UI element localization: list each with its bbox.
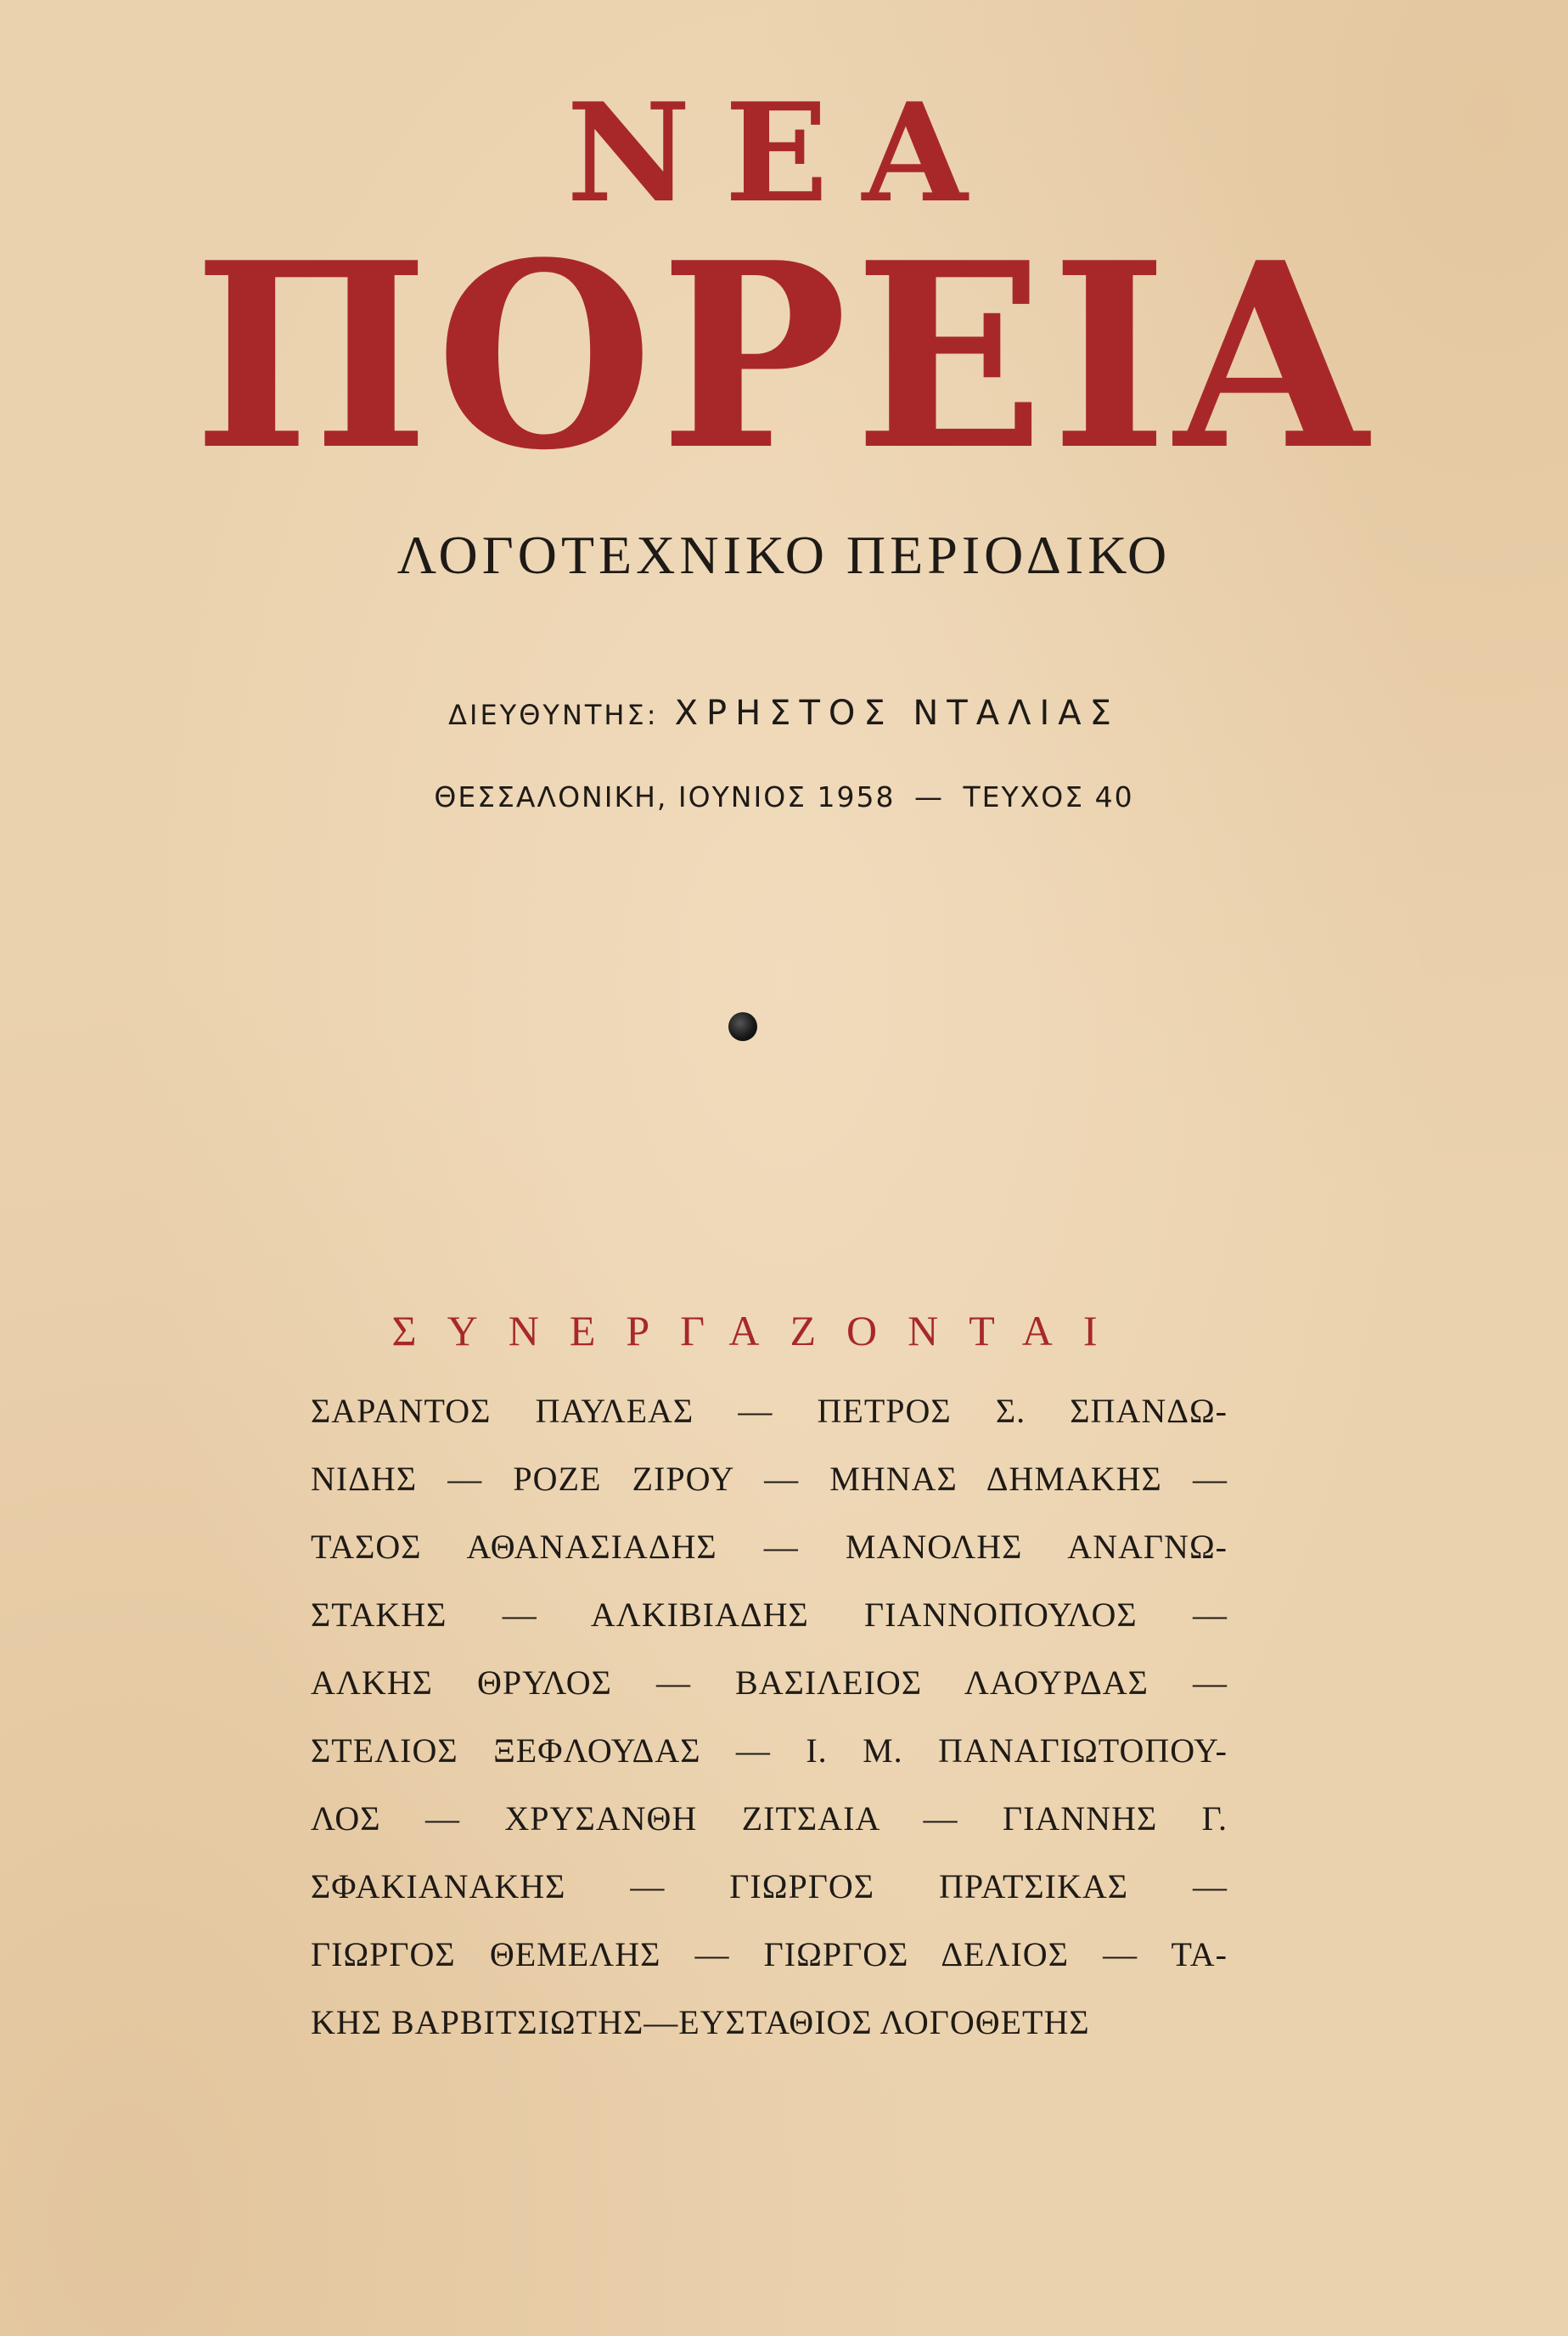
magazine-subtitle: ΛΟΓΟΤΕΧΝΙΚΟ ΠΕΡΙΟΔΙΚΟ	[396, 525, 1172, 585]
director-name: ΧΡΗΣΤΟΣ ΝΤΑΛΙΑΣ	[674, 694, 1120, 733]
contributors-line: ΚΗΣ ΒΑΡΒΙΤΣΙΩΤΗΣ—ΕΥΣΤΑΘΙΟΣ ΛΟΓΟΘΕΤΗΣ	[311, 2003, 1090, 2041]
contributors-line: ΣΤΑΚΗΣ — ΑΛΚΙΒΙΑΔΗΣ ΓΙΑΝΝΟΠΟΥΛΟΣ —	[311, 1596, 1228, 1634]
director-label: ΔΙΕΥΘΥΝΤΗΣ:	[448, 699, 659, 731]
issue-number: ΤΕΥΧΟΣ 40	[963, 780, 1134, 813]
contributors-line: ΑΛΚΗΣ ΘΡΥΛΟΣ — ΒΑΣΙΛΕΙΟΣ ΛΑΟΥΡΔΑΣ —	[311, 1663, 1228, 1702]
contributors-line: ΛΟΣ — ΧΡΥΣΑΝΘΗ ΖΙΤΣΑΙΑ — ΓΙΑΝΝΗΣ Γ.	[311, 1799, 1228, 1838]
issue-line	[0, 780, 1568, 813]
contributors-line: ΤΑΣΟΣ ΑΘΑΝΑΣΙΑΔΗΣ — ΜΑΝΟΛΗΣ ΑΝΑΓΝΩ-	[311, 1528, 1228, 1566]
contributors-list	[311, 1377, 1228, 2057]
masthead-title-line1: ΝΕΑ	[566, 73, 1002, 233]
contributors-line: ΣΦΑΚΙΑΝΑΚΗΣ — ΓΙΩΡΓΟΣ ΠΡΑΤΣΙΚΑΣ —	[311, 1867, 1228, 1905]
ornament-dot-icon	[728, 1012, 757, 1041]
issue-dash: —	[914, 780, 944, 813]
contributors-line: ΣΤΕΛΙΟΣ ΞΕΦΛΟΥΔΑΣ — Ι. Μ. ΠΑΝΑΓΙΩΤΟΠΟΥ-	[311, 1731, 1228, 1770]
contributors-line: ΝΙΔΗΣ — ΡΟΖΕ ΖΙΡΟΥ — ΜΗΝΑΣ ΔΗΜΑΚΗΣ —	[311, 1460, 1228, 1498]
contributors-heading: ΣΥΝΕΡΓΑΖΟΝΤΑΙ	[391, 1307, 1128, 1354]
contributors-line: ΓΙΩΡΓΟΣ ΘΕΜΕΛΗΣ — ΓΙΩΡΓΟΣ ΔΕΛΙΟΣ — ΤΑ-	[311, 1935, 1228, 1973]
contributors-line: ΣΑΡΑΝΤΟΣ ΠΑΥΛΕΑΣ — ΠΕΤΡΟΣ Σ. ΣΠΑΝΔΩ-	[311, 1392, 1228, 1430]
place-date: ΘΕΣΣΑΛΟΝΙΚΗ, ΙΟΥΝΙΟΣ 1958	[434, 780, 896, 813]
masthead-title-line2: ΠΟΡΕΙΑ	[193, 206, 1375, 506]
director-line	[0, 694, 1568, 733]
